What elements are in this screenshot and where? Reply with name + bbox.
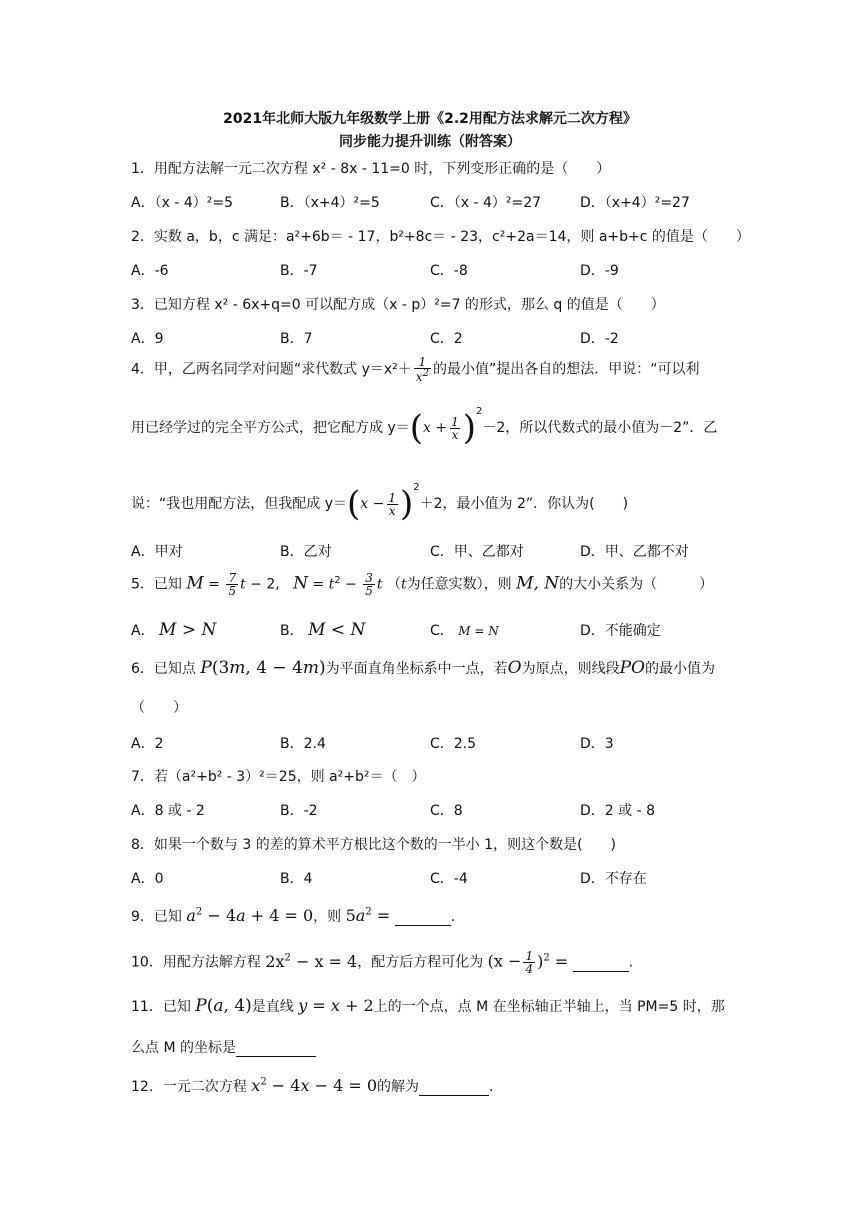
q4-line3-a: 说：“我也用配方法，但我配成 y＝ [131,496,347,512]
q10-answer-blank[interactable] [573,955,629,972]
q2-option-b: B．‑7 [280,263,318,279]
q1-option-c: C．（x ‑ 4）²=27 [430,195,542,211]
q7-option-d: D．2 或 ‑ 8 [580,803,655,819]
q4-line2-a: 用已经学过的完全平方公式，把它配方成 y＝ [131,420,410,436]
q2-option-c: C．‑8 [430,263,468,279]
q4-line2-b: －2，所以代数式的最小值为－2”．乙 [482,420,718,436]
q4-line3: 说：“我也用配方法，但我配成 y＝(x − $\frac{1}{x}$ )$^2$＋2，最小值为 2”．你认为( ) [131,482,629,524]
q6-option-a: A．2 [131,736,164,752]
q7-stem: 7．若（a²+b² ‑ 3）²＝25，则 a²+b²＝（ ） [131,769,426,785]
q7-option-c: C．8 [430,803,463,819]
q11-line2: 么点 M 的坐标是 [131,1037,316,1057]
q11-stem: 11．已知 P(a, 4)是直线 y = x + 2上的一个点，点 M 在坐标轴正半轴上，当 PM=5 时，那 [131,996,725,1016]
q5-option-c: C． M = N [430,623,499,639]
q2-option-a: A．‑6 [131,263,169,279]
q7-option-b: B．‑2 [280,803,318,819]
q3-option-d: D．-2 [580,331,619,347]
q8-option-d: D．不存在 [580,871,647,887]
q5-stem: 5．已知 M = $\frac{7}{5}$ t − 2, $N = t^2$ − $\frac{3}{5}$ t （t为任意实数），则 M, N的大小关系为（ ） [131,571,714,598]
q2-stem: 2．实数 a，b，c 满足：a²+6b＝ ‑ 17，b²+8c＝ ‑ 23，c²+2a＝14，则 a+b+c 的值是（ ） [131,229,750,245]
q12-answer-blank[interactable] [419,1079,489,1096]
q4-fraction-1-over-x2: $\frac{1}{x^2}$ [415,355,429,384]
q1-option-d: D．（x+4）²=27 [580,195,690,211]
q12-stem: 12．一元二次方程 $x^2 - 4x - 4 = 0$的解为 . [131,1076,494,1095]
q1-stem: 1．用配方法解一元二次方程 x² ‑ 8x ‑ 11=0 时，下列变形正确的是（ ） [131,161,611,177]
q4-line2: 用已经学过的完全平方公式，把它配方成 y＝(x + $\frac{1}{x}$ )$^2$－2，所以代数式的最小值为－2”．乙 [131,406,718,448]
q5-option-b: B． M < N [280,620,366,640]
q4-option-d: D．甲、乙都不对 [580,544,689,560]
q6-option-b: B．2.4 [280,736,326,752]
q6-option-d: D．3 [580,736,614,752]
q1-option-a: A．（x ‑ 4）²=5 [131,195,233,211]
q8-option-a: A．0 [131,871,164,887]
q1-option-b: B．（x+4）²=5 [280,195,380,211]
q4-line1 [131,356,699,383]
q9-stem: 9．已知 $a^2 - 4a + 4 = 0$，则 $5a^2$ = . [131,906,456,925]
q10-stem: 10．用配方法解方程 $2x^2 - x = 4$，配方后方程可化为 (x − $\frac{1}{4}$ )$^2$ = . [131,949,634,976]
q4-option-b: B．乙对 [280,544,332,560]
q7-option-a: A．8 或 ‑ 2 [131,803,205,819]
q4-line3-b: ＋2，最小值为 2”．你认为( ) [419,496,629,512]
doc-title-line2: 同步能力提升训练（附答案） [339,134,521,150]
q5-option-a: A． M > N [131,620,217,640]
q8-option-c: C．-4 [430,871,468,887]
q3-option-b: B．7 [280,331,313,347]
q8-stem: 8．如果一个数与 3 的差的算术平方根比这个数的一半小 1，则这个数是( ) [131,837,616,853]
q3-option-c: C．2 [430,331,463,347]
q3-option-a: A．9 [131,331,164,347]
q4-option-a: A．甲对 [131,544,183,560]
q9-answer-blank[interactable] [395,909,451,926]
q8-option-b: B．4 [280,871,313,887]
q4-line1-a: 4．甲，乙两名同学对问题“求代数式 y＝x²＋ [131,361,412,378]
q4-line1-b: 的最小值”提出各自的想法．甲说：“可以利 [432,361,700,378]
q11-answer-blank[interactable] [236,1040,316,1057]
q2-option-d: D．‑9 [580,263,619,279]
q6-option-c: C．2.5 [430,736,477,752]
q4-option-c: C．甲、乙都对 [430,544,524,560]
q5-option-d: D．不能确定 [580,623,661,639]
q6-paren: （ ） [131,700,187,716]
q3-stem: 3．已知方程 x² ‑ 6x+q=0 可以配方成（x ‑ p）²=7 的形式，那么 q 的值是（ ） [131,297,665,313]
q6-stem: 6．已知点 P(3m, 4 − 4m)为平面直角坐标系中一点，若O为原点，则线段PO的最小值为 [131,658,715,678]
doc-title-line1: 2021年北师大版九年级数学上册《2.2用配方法求解元二次方程》 [223,111,637,127]
